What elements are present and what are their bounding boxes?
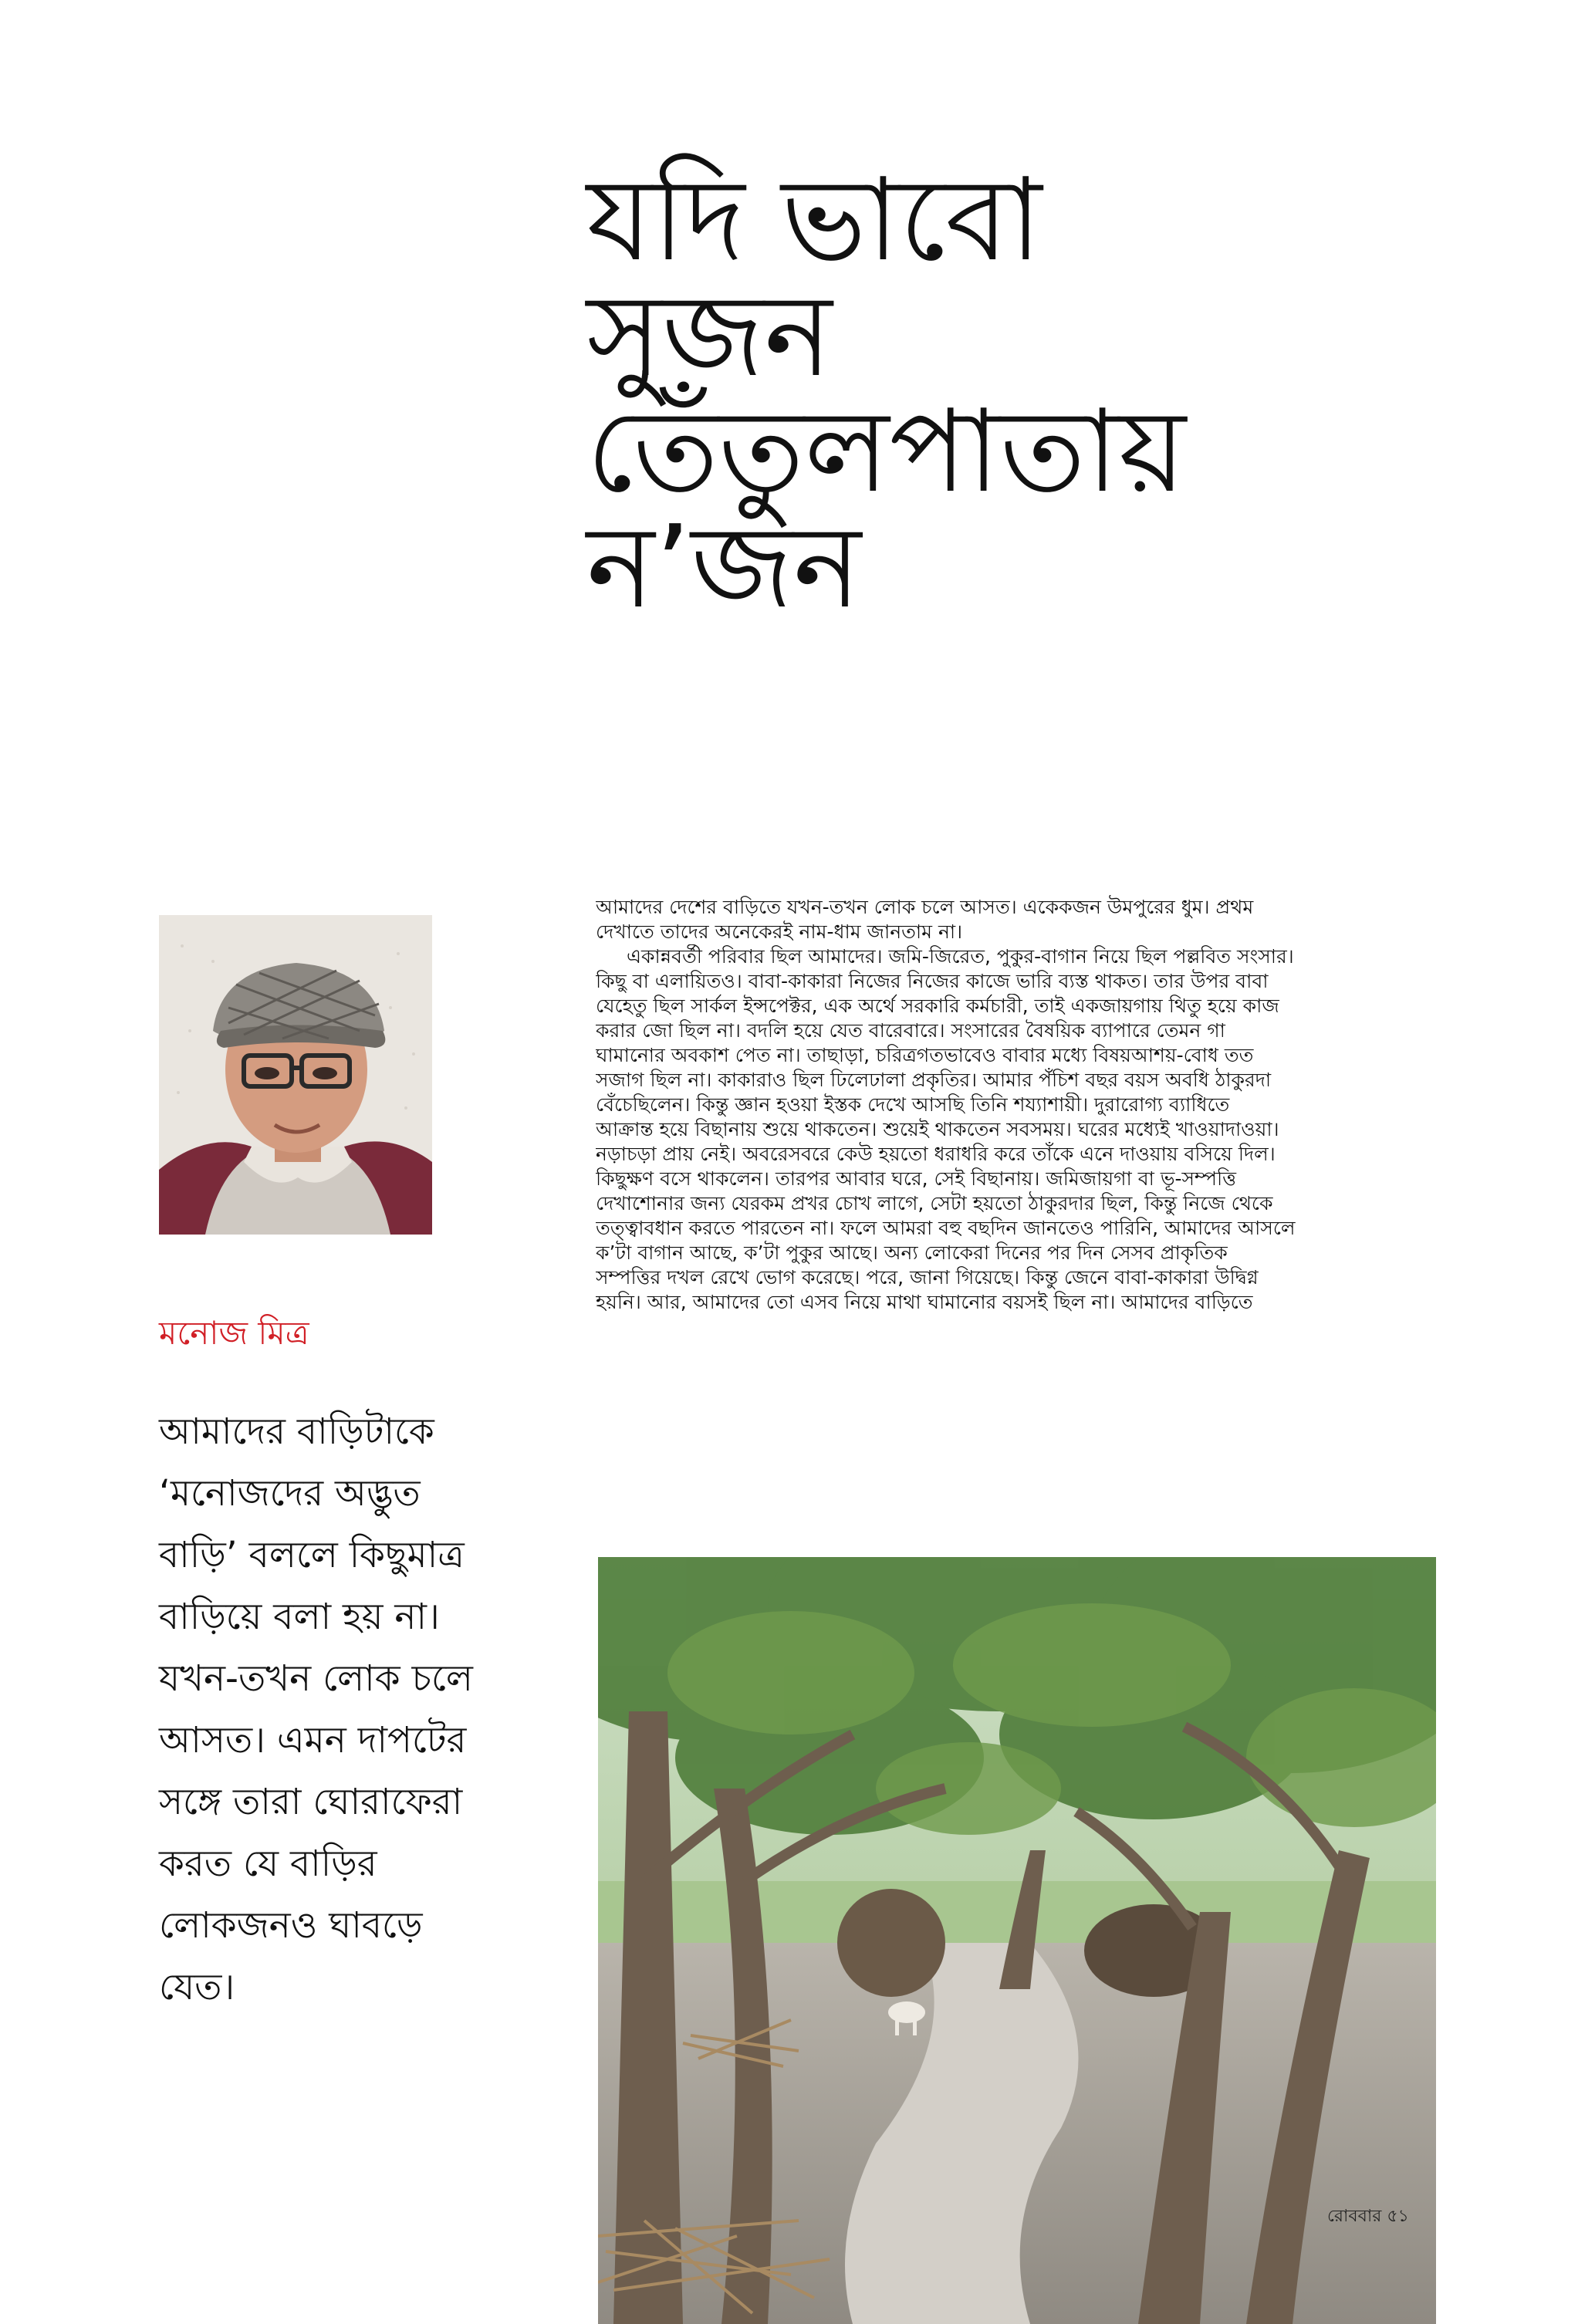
title-line: সুজন (586, 269, 833, 402)
body-line: আমাদের দেশের বাড়িতে যখন-তখন লোক চলে আসত। একেকজন উমপুরের ধুম। প্রথম (596, 896, 1254, 918)
body-line: একান্নবর্তী পরিবার ছিল আমাদের। জমি-জিরেত, পুকুর-বাগান নিয়ে ছিল পল্লবিত সংসার। (627, 945, 1294, 968)
body-line: ক’টা বাগান আছে, ক’টা পুকুর আছে। অন্য লোকেরা দিনের পর দিন সেসব প্রাকৃতিক (596, 1241, 1228, 1264)
title-line: যদি ভাবো (586, 154, 1042, 286)
pull-quote-line: লোকজনও ঘাবড়ে (159, 1904, 423, 1947)
mango-grove-photo (598, 1557, 1436, 2324)
author-portrait-photo (159, 915, 432, 1235)
title-line: ন’জন (586, 501, 862, 633)
body-line: যেহেতু ছিল সার্কল ইন্সপেক্টর, এক অর্থে সরকারি কর্মচারী, তাই একজায়গায় থিতু হয়ে কাজ (596, 995, 1279, 1017)
body-line: সম্পত্তির দখল রেখে ভোগ করেছে। পরে, জানা গিয়েছে। কিন্তু জেনে বাবা-কাকারা উদ্বিগ্ন (596, 1266, 1259, 1289)
body-line: ঘামানোর অবকাশ পেত না। তাছাড়া, চরিত্রগতভাবেও বাবার মধ্যে বিষয়আশয়-বোধ তত (596, 1044, 1254, 1066)
pull-quote-line: সঙ্গে তারা ঘোরাফেরা (159, 1781, 463, 1823)
body-line: দেখাশোনার জন্য যেরকম প্রখর চোখ লাগে, সেটা হয়তো ঠাকুরদার ছিল, কিন্তু নিজে থেকে (596, 1192, 1273, 1214)
article-title (586, 154, 1512, 633)
body-line: নড়াচড়া প্রায় নেই। অবরেসবরে কেউ হয়তো ধরাধরি করে তাঁকে এনে দাওয়ায় বসিয়ে দিল। (596, 1143, 1276, 1165)
body-line: হয়নি। আর, আমাদের তো এসব নিয়ে মাথা ঘামানোর বয়সই ছিল না। আমাদের বাড়িতে (596, 1291, 1253, 1313)
pull-quote-line: আসত। এমন দাপটের (159, 1719, 467, 1762)
body-line: আক্রান্ত হয়ে বিছানায় শুয়ে থাকতেন। শুয়েই থাকতেন সবসময়। ঘরের মধ্যেই খাওয়াদাওয়া। (596, 1118, 1279, 1140)
pull-quote-line: বাড়িয়ে বলা হয় না। (159, 1596, 440, 1638)
pull-quote (159, 1401, 560, 2018)
body-line: দেখাতে তাদের অনেকেরই নাম-ধাম জানতাম না। (596, 920, 963, 943)
author-byline: মনোজ মিত্র (159, 1314, 309, 1352)
body-line: কিছু বা এলায়িতও। বাবা-কাকারা নিজের নিজের কাজে ভারি ব্যস্ত থাকত। তার উপর বাবা (596, 970, 1269, 992)
pull-quote-line: ‘মনোজদের অদ্ভুত (159, 1472, 421, 1515)
pull-quote-line: যেত। (159, 1966, 235, 2008)
title-line: তেঁতুলপাতায় (586, 385, 1186, 518)
pull-quote-line: যখন-তখন লোক চলে (159, 1657, 473, 1700)
body-line: করার জো ছিল না। বদলি হয়ে যেত বারেবারে। সংসারের বৈষয়িক ব্যাপারে তেমন গা (596, 1019, 1225, 1042)
pull-quote-line: করত যে বাড়ির (159, 1843, 377, 1885)
pull-quote-line: বাড়ি’ বললে কিছুমাত্র (159, 1534, 465, 1576)
body-line: বেঁচেছিলেন। কিন্তু জ্ঞান হওয়া ইস্তক দেখে আসছি তিনি শয্যাশায়ী। দুরারোগ্য ব্যাধিতে (596, 1093, 1230, 1116)
pull-quote-line: আমাদের বাড়িটাকে (159, 1410, 434, 1453)
page-folio: রোববার ৫১ (1327, 2207, 1409, 2226)
body-line: তত্ত্বাবধান করতে পারতেন না। ফলে আমরা বহু বছদিন জানতেও পারিনি, আমাদের আসলে (596, 1217, 1296, 1239)
article-body (596, 895, 1437, 1315)
body-line: সজাগ ছিল না। কাকারাও ছিল ঢিলেঢালা প্রকৃতির। আমার পঁচিশ বছর বয়স অবধি ঠাকুরদা (596, 1069, 1272, 1091)
body-line: কিছুক্ষণ বসে থাকলেন। তারপর আবার ঘরে, সেই বিছানায়। জমিজায়গা বা ভূ-সম্পত্তি (596, 1167, 1236, 1190)
